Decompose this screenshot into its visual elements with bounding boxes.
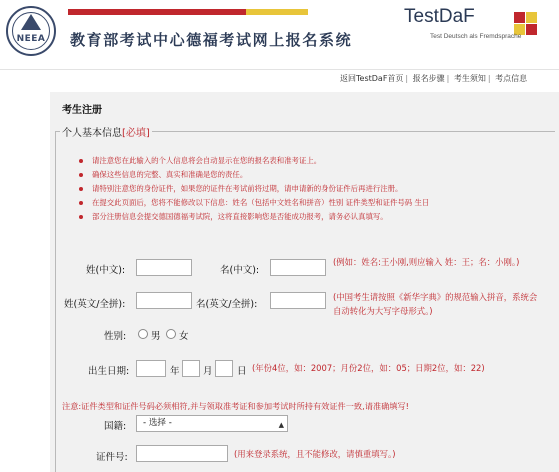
page-title: 考生注册	[62, 105, 102, 116]
nav-home-link[interactable]: 返回TestDaF首页	[340, 74, 404, 83]
surname-cn-input[interactable]	[136, 259, 192, 276]
notice-item: 请注意您在此输入的个人信息将会自动显示在您的报名表和准考证上。	[76, 154, 546, 168]
given-en-input[interactable]	[270, 292, 326, 309]
given-cn-label: 名(中文):	[220, 265, 260, 276]
notice-item: 确保这些信息的完整、真实和准确是您的责任。	[76, 168, 546, 182]
surname-cn-label: 姓(中文):	[86, 265, 126, 276]
month-unit: 月	[203, 366, 213, 377]
decor-bar-yellow	[246, 9, 308, 15]
birth-day-input[interactable]	[215, 360, 233, 377]
id-number-input[interactable]	[136, 445, 228, 462]
birth-month-input[interactable]	[182, 360, 200, 377]
given-cn-input[interactable]	[270, 259, 326, 276]
id-hint: (用来登录系统，且不能修改，请慎重填写。)	[234, 449, 396, 459]
neea-logo	[6, 6, 56, 56]
gender-female-radio[interactable]	[166, 329, 176, 339]
birth-label: 出生日期:	[88, 366, 130, 377]
gender-label: 性别:	[104, 331, 127, 342]
legend-text: 个人基本信息	[62, 128, 122, 139]
site-title: 教育部考试中心德福考试网上报名系统	[70, 31, 353, 49]
testdaf-subtitle: Test Deutsch als Fremdsprache	[430, 33, 522, 40]
nationality-select[interactable]	[136, 415, 288, 432]
required-tag: [必填]	[122, 128, 150, 139]
nav-centers-link[interactable]: 考点信息	[495, 74, 528, 83]
surname-en-input[interactable]	[136, 292, 192, 309]
notice-item: 部分注册信息会提交德国德福考试院，这将直接影响您是否能成功报考，请务必认真填写。	[76, 210, 546, 224]
birth-hint: (年份4位，如：2007；月份2位，如：05；日期2位，如：22)	[252, 363, 485, 373]
birth-year-input[interactable]	[136, 360, 166, 377]
triangle-icon	[21, 14, 41, 30]
day-unit: 日	[237, 366, 247, 377]
nav-steps-link[interactable]: 报名步骤	[412, 74, 445, 83]
nav-notice-link[interactable]: 考生须知	[453, 74, 486, 83]
logo-abbr: NEEA	[16, 34, 46, 44]
nationality-label: 国籍:	[104, 421, 127, 432]
decor-bar-red	[68, 9, 246, 15]
notice-item: 请特别注意您的身份证件，如果您的证件在考试前将过期，请申请新的身份证件后再进行注册。	[76, 182, 546, 196]
testdaf-brand: TestDaF	[404, 6, 475, 27]
notice-list	[76, 154, 546, 224]
select-arrow-icon: ▲	[278, 421, 284, 429]
surname-en-label: 姓(英文/全拼):	[64, 299, 126, 310]
gender-male-radio[interactable]	[138, 329, 148, 339]
year-unit: 年	[170, 366, 180, 377]
fieldset-legend	[60, 124, 152, 139]
top-nav: 返回TestDaF首页 | 报名步骤 | 考生须知 | 考点信息	[0, 69, 559, 87]
notice-item: 在提交此页面后，您将不能修改以下信息：姓名（包括中文姓名和拼音）性别 证件类型和证件号码 生日	[76, 196, 546, 210]
name-cn-hint: (例如：姓名:王小刚,则应输入 姓：王；名：小刚。)	[333, 257, 520, 267]
gender-male-label: 男	[151, 331, 161, 342]
name-en-hint: (中国考生请按照《新华字典》的规范输入拼音，系统会自动转化为大写字母形式。)	[333, 292, 538, 316]
id-warning: 注意:证件类型和证件号码必须相符,并与领取准考证和参加考试时所持有效证件一致,请准确填写!	[62, 401, 409, 411]
gender-female-label: 女	[179, 331, 189, 342]
given-en-label: 名(英文/全拼):	[196, 299, 258, 310]
id-label: 证件号:	[96, 452, 128, 463]
site-header	[0, 0, 559, 64]
nationality-selected-value: - 选择 -	[143, 418, 172, 428]
testdaf-logo	[404, 6, 554, 48]
